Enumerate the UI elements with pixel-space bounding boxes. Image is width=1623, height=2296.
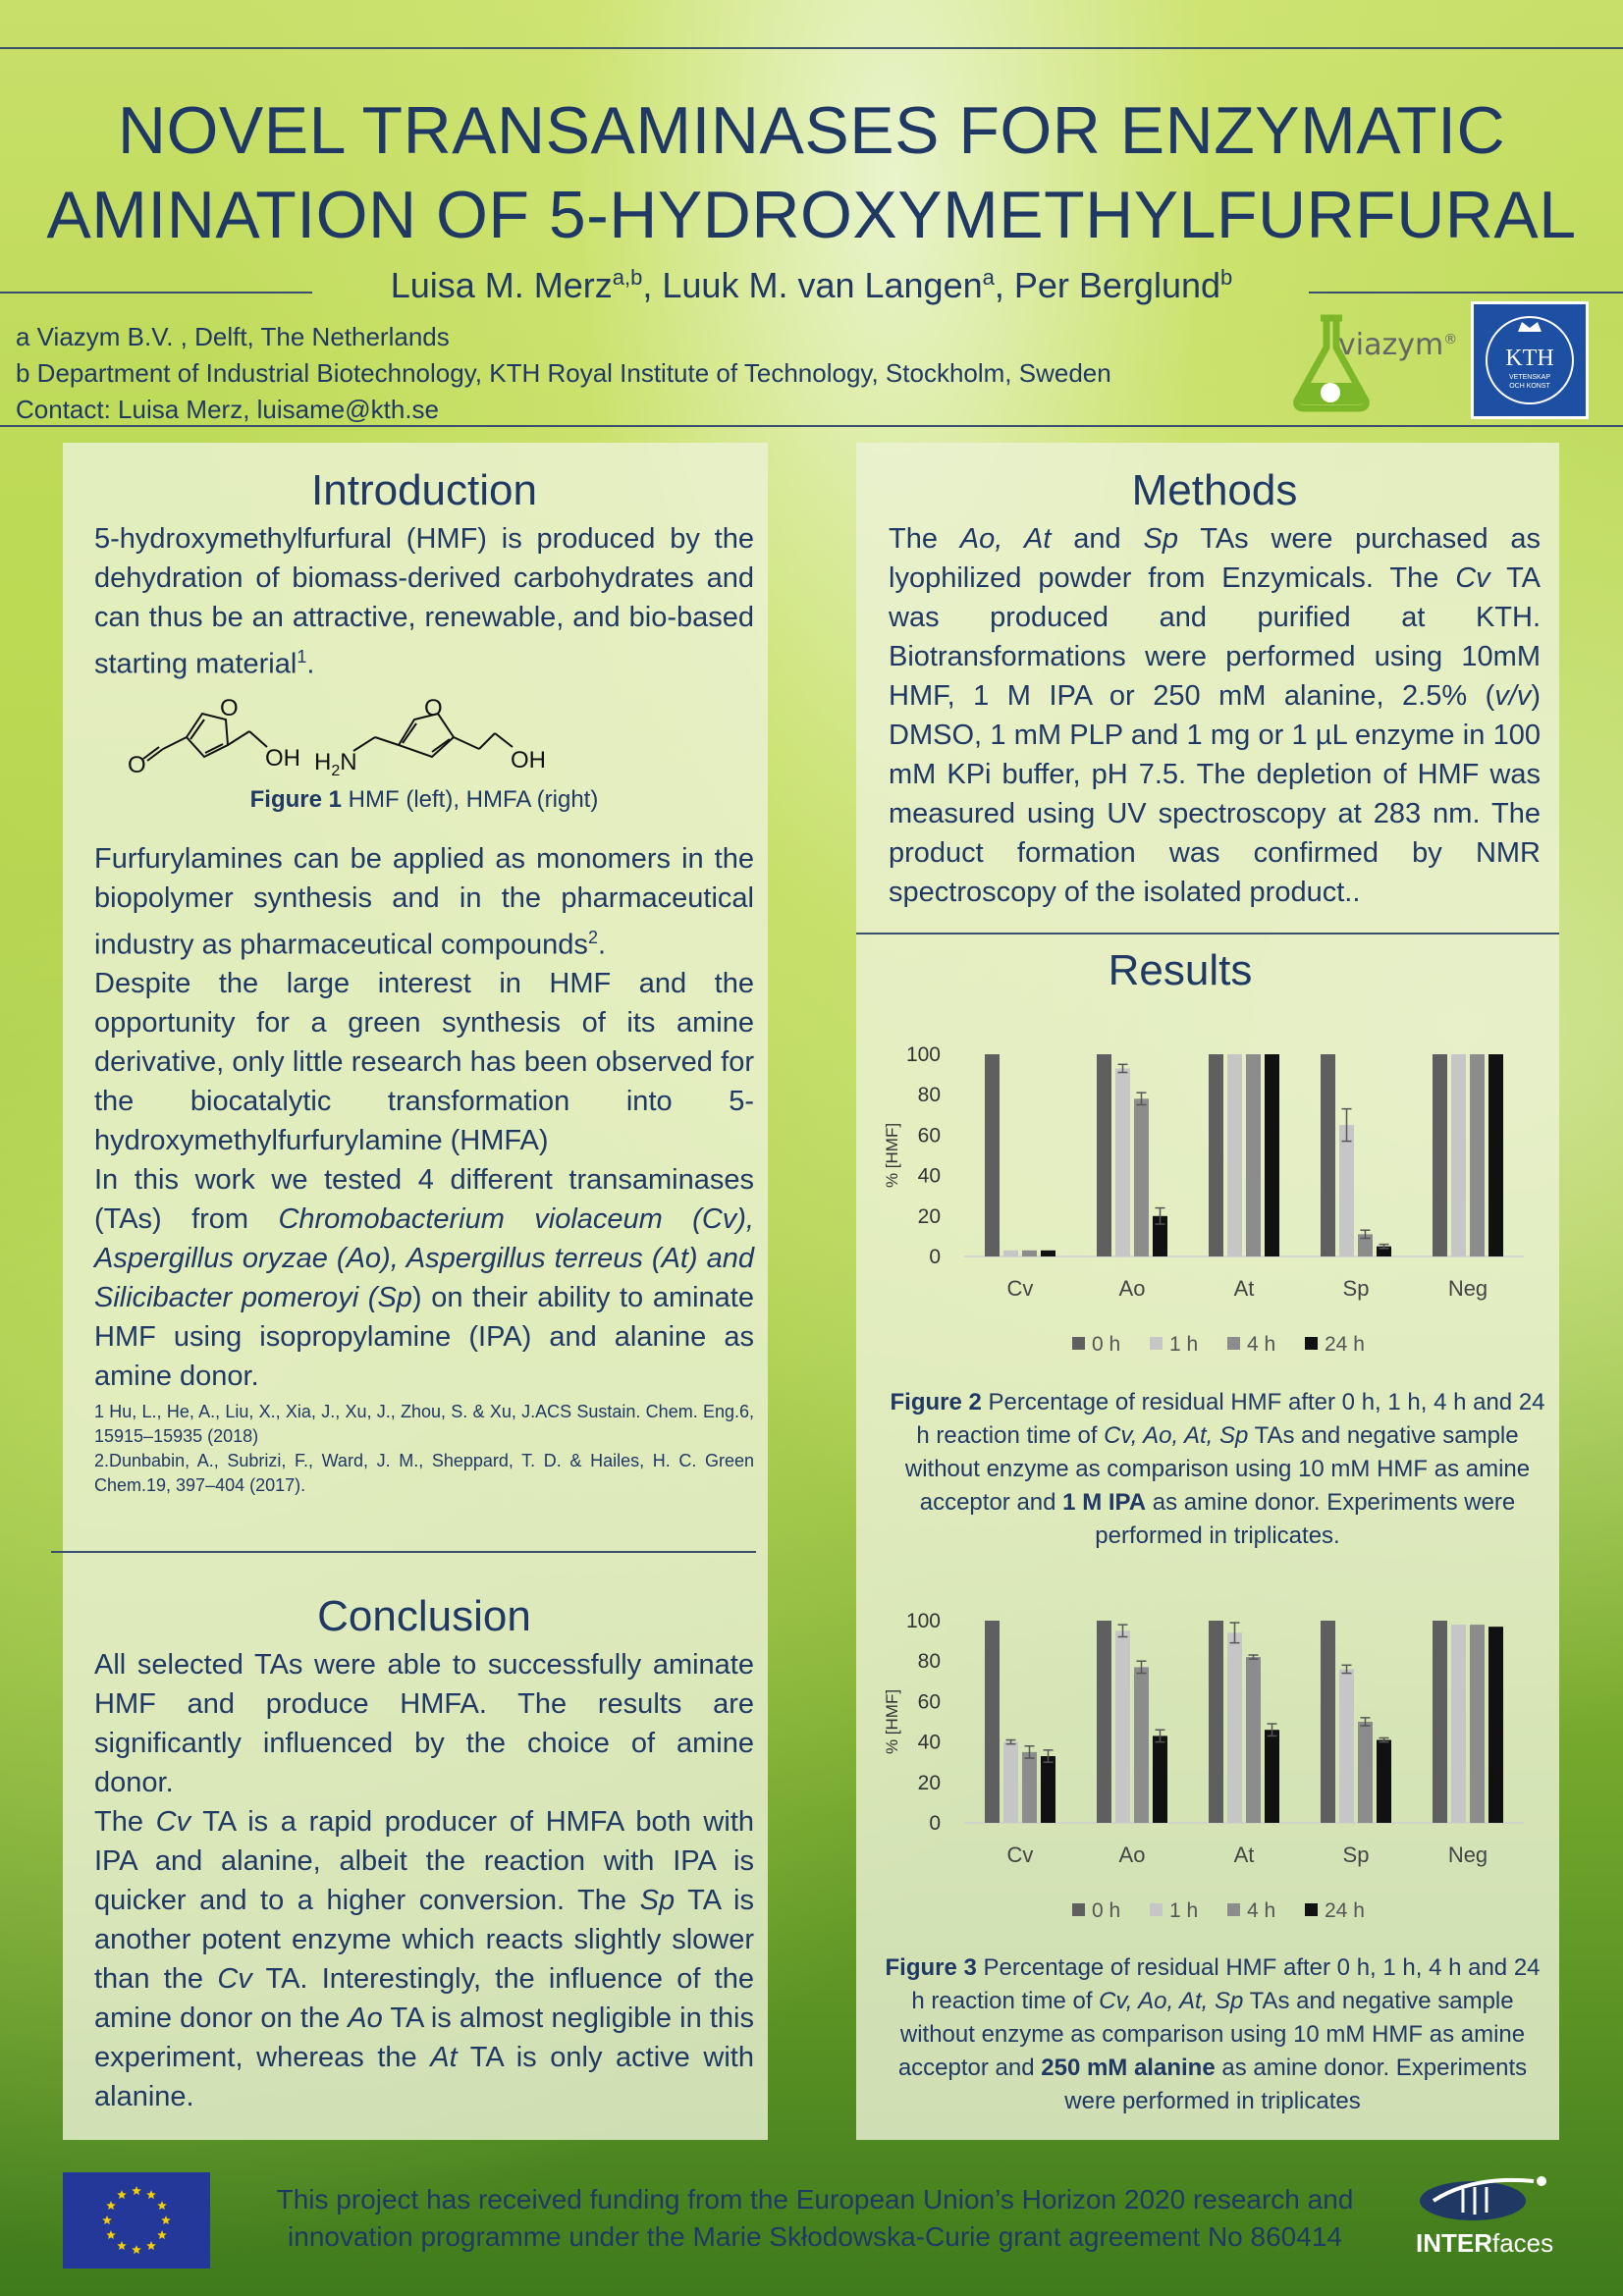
- y-tick-label: 80: [917, 1650, 941, 1674]
- affiliations: [16, 319, 1111, 428]
- y-tick-label: 80: [917, 1084, 941, 1107]
- poster-title: [0, 88, 1623, 257]
- figure-3-chart: [876, 1595, 1553, 1929]
- bar-Sp-4h: [1358, 1722, 1373, 1823]
- author-list: Luisa M. Merz$^{a,b}$, Luuk M. van Langen$^a$, Per Berglund$^b$: [390, 265, 1233, 305]
- cap-donor: 250 mM alanine: [1041, 2055, 1216, 2081]
- intro-paragraph-1: 5-hydroxymethylfurfural (HMF) is produced by the dehydration of biomass-derived carbohydrates and can thus be an attractive, renewable, and bio-based starting material$^1$.: [94, 523, 754, 680]
- bar-Cv-0h: [985, 1054, 1000, 1256]
- bar-At-4h: [1246, 1054, 1261, 1256]
- author-name: Luisa M. Merz: [390, 265, 613, 305]
- methods-heading: Methods: [1131, 466, 1298, 514]
- bar-Neg-1h: [1451, 1054, 1466, 1256]
- figure-3-caption: [884, 1951, 1542, 2118]
- bar-Sp-24h: [1377, 1740, 1391, 1823]
- legend-swatch: [1072, 1337, 1085, 1350]
- eu-star: [117, 2190, 127, 2199]
- author-affil-sup: a,b: [612, 265, 643, 290]
- cap-text: TAs and negative sample without enzyme as comparison using 10 mM HMF as amine acceptor and: [904, 1422, 1531, 1516]
- eu-star: [132, 2186, 141, 2195]
- eu-star: [161, 2216, 171, 2224]
- author-affil-sup: a: [982, 265, 995, 290]
- eu-star: [102, 2216, 112, 2224]
- legend-swatch: [1227, 1903, 1240, 1916]
- conclusion-heading: Conclusion: [317, 1592, 531, 1640]
- figure-1-label: Figure 1: [249, 785, 342, 813]
- cap-text: Percentage of residual HMF after 0 h, 1 h, 4 h and 24 h reaction time of: [916, 1389, 1545, 1449]
- cap-species: Cv, Ao, At, Sp: [1099, 1988, 1244, 2014]
- ref-sup: 1: [297, 647, 307, 667]
- eu-star: [146, 2241, 156, 2250]
- bar-At-1h: [1227, 1054, 1242, 1256]
- y-tick-label: 20: [917, 1204, 941, 1228]
- svg-text:O: O: [220, 694, 239, 721]
- kth-motto-1: VETENSKAP: [1508, 374, 1550, 381]
- bar-Sp-1h: [1339, 1125, 1354, 1256]
- m-text: The: [889, 523, 960, 555]
- c-species: Sp: [639, 1885, 676, 1916]
- bar-Neg-4h: [1470, 1625, 1485, 1823]
- legend-swatch: [1305, 1337, 1318, 1350]
- n-atom: N: [340, 748, 357, 775]
- figure-2-caption: [884, 1386, 1551, 1553]
- right-divider: [856, 933, 1559, 934]
- m-text: TAs were purchased as lyophilized powder from Enzymicals. The: [889, 523, 1542, 594]
- introduction-heading: Introduction: [311, 466, 537, 514]
- interfaces-wordmark-b: faces: [1492, 2228, 1554, 2258]
- bar-Sp-1h: [1339, 1669, 1354, 1823]
- hmfa-h2n-label: [314, 749, 357, 780]
- legend-label: 4 h: [1247, 1333, 1276, 1356]
- y-tick-label: 20: [917, 1771, 941, 1794]
- c-text: TA is almost negligible in this experiment, whereas the: [94, 2002, 754, 2073]
- title-line-1: NOVEL TRANSAMINASES FOR ENZYMATIC: [117, 93, 1506, 168]
- author-affil-sup: b: [1220, 265, 1233, 290]
- intro-paragraph-4: [94, 1160, 754, 1396]
- bar-Sp-0h: [1321, 1621, 1335, 1823]
- x-tick-label: Neg: [1447, 1842, 1488, 1867]
- conclusion-paragraph-1: All selected TAs were able to successfully aminate HMF and produce HMFA. The results are significantly influenced by the choice of amine donor.: [94, 1649, 754, 1798]
- conclusion-paragraph-2: [94, 1802, 754, 2116]
- figure-2-chart: [876, 1029, 1553, 1362]
- hmf-oh-label: OH: [265, 744, 300, 772]
- intro-p4-species: Chromobacterium violaceum (Cv), Aspergillus oryzae (Ao), Aspergillus terreus (At) and Silicibacter pomeroyi (Sp: [94, 1203, 754, 1314]
- hmfa-oh-label: OH: [511, 746, 546, 774]
- figure-3-label: Figure 3: [885, 1954, 977, 1981]
- intro-p2-text: Furfurylamines can be applied as monomers in the biopolymer synthesis and in the pharmaceutical industry as pharmaceutical compounds: [94, 842, 754, 961]
- x-tick-label: Sp: [1342, 1842, 1370, 1867]
- legend-label: 4 h: [1247, 1899, 1276, 1922]
- c-species: Cv: [155, 1806, 191, 1838]
- bar-Neg-24h: [1488, 1054, 1503, 1256]
- cap-text: TAs and negative sample without enzyme as comparison using 10 mM HMF as amine acceptor and: [897, 1988, 1526, 2081]
- eu-star: [106, 2230, 116, 2239]
- bar-Neg-4h: [1470, 1054, 1485, 1256]
- affiliation-a: a Viazym B.V. , Delft, The Netherlands: [16, 322, 450, 351]
- m-species: Ao, At: [959, 523, 1052, 555]
- bar-Neg-24h: [1488, 1627, 1503, 1823]
- eu-star: [157, 2230, 167, 2239]
- contact-line: Contact: Luisa Merz, luisame@kth.se: [16, 395, 440, 424]
- y-tick-label: 0: [929, 1246, 941, 1268]
- bar-At-24h: [1265, 1730, 1279, 1823]
- y-tick-label: 40: [917, 1164, 941, 1188]
- viazym-wordmark: viazym: [1338, 328, 1444, 362]
- kth-logo: [1471, 301, 1589, 419]
- cap-species: Cv, Ao, At, Sp: [1104, 1422, 1249, 1449]
- c-species: Cv: [217, 1963, 252, 1995]
- x-tick-label: At: [1233, 1276, 1255, 1301]
- bar-Ao-4h: [1134, 1098, 1149, 1256]
- x-tick-label: Cv: [1006, 1842, 1034, 1867]
- registered-mark: ®: [1443, 332, 1458, 347]
- intro-p4-c: ) on their ability to aminate HMF using isopropylamine (IPA) and alanine as amine donor.: [94, 1282, 754, 1393]
- y-tick-label: 60: [917, 1690, 941, 1714]
- cap-donor: 1 M IPA: [1062, 1489, 1147, 1516]
- legend-label: 0 h: [1092, 1899, 1121, 1922]
- c-text: TA. Interestingly, the influence of the amine donor on the: [94, 1963, 754, 2034]
- x-tick-label: Ao: [1118, 1276, 1146, 1301]
- bar-Cv-24h: [1041, 1251, 1055, 1256]
- m-species: Sp: [1143, 523, 1178, 555]
- x-tick-label: Cv: [1006, 1276, 1034, 1301]
- bar-Cv-0h: [985, 1621, 1000, 1823]
- title-line-2: AMINATION OF 5-HYDROXYMETHYLFURFURAL: [46, 178, 1577, 252]
- bar-At-1h: [1227, 1632, 1242, 1823]
- conclusion-section: [94, 1592, 754, 2116]
- bar-Sp-0h: [1321, 1054, 1335, 1256]
- bar-Neg-0h: [1433, 1054, 1447, 1256]
- cap-text: as amine donor. Experiments were performed in triplicates.: [1095, 1489, 1516, 1549]
- m-species: Cv: [1455, 562, 1490, 594]
- author-name: Luuk M. van Langen: [662, 265, 983, 305]
- bar-At-4h: [1246, 1657, 1261, 1823]
- left-divider: [51, 1551, 756, 1553]
- eu-flag-logo: [63, 2172, 210, 2269]
- cap-text: as amine donor. Experiments were performed in triplicates: [1064, 2055, 1528, 2114]
- bar-Ao-0h: [1097, 1054, 1111, 1256]
- legend-label: 24 h: [1325, 1333, 1365, 1356]
- svg-text:O: O: [424, 694, 443, 721]
- interfaces-wordmark-a: INTER: [1416, 2228, 1492, 2258]
- c-species: Ao: [348, 2002, 383, 2034]
- y-axis-label: % [HMF]: [883, 1122, 901, 1189]
- figure-2-label: Figure 2: [890, 1389, 982, 1415]
- eu-stars-icon: [63, 2172, 210, 2269]
- intro-paragraph-2: Furfurylamines can be applied as monomers in the biopolymer synthesis and in the pharmaceutical industry as pharmaceutical compounds$^2$.: [94, 842, 754, 961]
- bar-Ao-1h: [1115, 1068, 1130, 1256]
- legend-label: 0 h: [1092, 1333, 1121, 1356]
- y-axis-label: % [HMF]: [883, 1688, 901, 1755]
- m-text: ) DMSO, 1 mM PLP and 1 mg or 1 µL enzyme in 100 mM KPi buffer, pH 7.5. The depletion of HMF was measured using UV spectroscopy at 283 nm. The product formation was confirmed by NMR spectroscopy of the isolated product..: [889, 680, 1541, 908]
- eu-star: [146, 2190, 156, 2199]
- intro-p4-a: In this work we tested 4 different transaminases (TAs) from: [94, 1164, 754, 1236]
- legend-label: 1 h: [1169, 1899, 1199, 1922]
- ref-sup: 2: [587, 927, 598, 947]
- eu-star: [117, 2241, 127, 2250]
- y-tick-label: 100: [905, 1610, 941, 1632]
- x-tick-label: Ao: [1118, 1842, 1146, 1867]
- legend-swatch: [1150, 1337, 1163, 1350]
- kth-motto-2: OCH KONST: [1509, 383, 1550, 390]
- author-name: Per Berglund: [1013, 265, 1221, 305]
- interfaces-molecule-icon: [1404, 2169, 1561, 2228]
- funding-statement: This project has received funding from the European Union’s Horizon 2020 research and innovation programme under the Marie Skłodowska-Curie grant agreement No 860414: [276, 2184, 1354, 2252]
- legend-swatch: [1227, 1337, 1240, 1350]
- methods-section: [889, 466, 1541, 912]
- hmf-hmfa-structures: [94, 690, 754, 784]
- bar-At-24h: [1265, 1054, 1279, 1256]
- figure-1-caption: [94, 786, 754, 814]
- eu-star: [106, 2201, 116, 2210]
- top-rule: [0, 47, 1623, 49]
- eu-star: [157, 2201, 167, 2210]
- kth-letters: KTH: [1505, 346, 1554, 371]
- svg-text:O: O: [128, 751, 146, 778]
- bar-Cv-4h: [1022, 1251, 1037, 1256]
- legend-label: 24 h: [1325, 1899, 1365, 1922]
- bar-Cv-1h: [1003, 1742, 1018, 1823]
- legend-label: 1 h: [1169, 1333, 1199, 1356]
- c-text: The: [94, 1806, 156, 1838]
- viazym-logo: [1291, 314, 1468, 412]
- m-text: and: [1051, 523, 1144, 555]
- intro-p1-text: 5-hydroxymethylfurfural (HMF) is produced by the dehydration of biomass-derived carbohydrates and can thus be an attractive, renewable, and bio-based starting material: [94, 523, 754, 680]
- bar-Neg-0h: [1433, 1621, 1447, 1823]
- c-text: TA is a rapid producer of HMFA both with IPA and alanine, albeit the reaction with IPA is quicker and to a higher conversion. The: [94, 1806, 755, 1916]
- y-tick-label: 60: [917, 1124, 941, 1148]
- results-heading: Results: [1108, 946, 1253, 994]
- introduction-section: [94, 466, 754, 1498]
- intro-paragraph-3: Despite the large interest in HMF and the opportunity for a green synthesis of its amine derivative, only little research has been observed for the biocatalytic transformation into 5-hydroxymethylfurfurylamine (HMFA): [94, 968, 754, 1157]
- bar-Ao-24h: [1153, 1735, 1167, 1823]
- cap-text: Percentage of residual HMF after 0 h, 1 h, 4 h and 24 h reaction time of: [911, 1954, 1541, 2014]
- bar-Cv-24h: [1041, 1756, 1055, 1823]
- affiliation-b: b Department of Industrial Biotechnology, KTH Royal Institute of Technology, Stockholm, Sweden: [16, 358, 1111, 388]
- bar-Cv-4h: [1022, 1752, 1037, 1823]
- legend-swatch: [1150, 1903, 1163, 1916]
- m-text: TA was produced and purified at KTH. Biotransformations were performed using 10mM HMF, 1 M IPA or 250 mM alanine, 2.5% (: [889, 562, 1541, 712]
- bar-Ao-0h: [1097, 1621, 1111, 1823]
- reference-2: 2.Dunbabin, A., Subrizi, F., Ward, J. M., Sheppard, T. D. & Hailes, H. C. Green Chem.19, 397–404 (2017).: [94, 1451, 754, 1496]
- x-tick-label: Neg: [1447, 1276, 1488, 1301]
- y-tick-label: 100: [905, 1043, 941, 1066]
- h2-subscript: 2: [331, 762, 341, 779]
- methods-paragraph: [889, 519, 1541, 912]
- interfaces-logo: [1404, 2169, 1561, 2268]
- y-tick-label: 40: [917, 1731, 941, 1754]
- bar-Ao-1h: [1115, 1630, 1130, 1823]
- figure-1-text: HMF (left), HMFA (right): [342, 785, 599, 813]
- legend-swatch: [1072, 1903, 1085, 1916]
- c-species: At: [430, 2042, 458, 2073]
- c-text: TA is only active with alanine.: [94, 2042, 754, 2112]
- x-tick-label: At: [1233, 1842, 1255, 1867]
- bar-Neg-1h: [1451, 1625, 1466, 1823]
- bar-Cv-1h: [1003, 1251, 1018, 1256]
- legend-swatch: [1305, 1903, 1318, 1916]
- bar-At-0h: [1209, 1054, 1223, 1256]
- x-tick-label: Sp: [1342, 1276, 1370, 1301]
- h-atom: H: [314, 748, 332, 775]
- figure-1: [94, 690, 754, 820]
- reference-1: 1 Hu, L., He, A., Liu, X., Xia, J., Xu, J., Zhou, S. & Xu, J.ACS Sustain. Chem. Eng.6, 15915–15935 (2018): [94, 1402, 754, 1447]
- bar-Ao-4h: [1134, 1667, 1149, 1823]
- m-vv: v/v: [1494, 680, 1532, 712]
- bar-At-0h: [1209, 1621, 1223, 1823]
- y-tick-label: 0: [929, 1812, 941, 1835]
- c-text: TA is another potent enzyme which reacts slightly slower than the: [94, 1885, 754, 1995]
- eu-star: [132, 2245, 141, 2254]
